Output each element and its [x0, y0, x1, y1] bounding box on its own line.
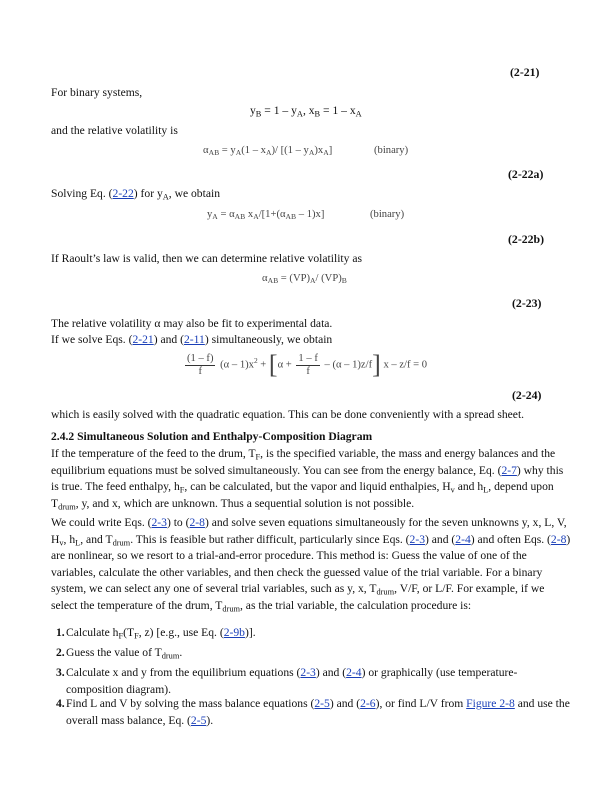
- equation-number-2-24: (2-24): [512, 388, 542, 402]
- raoult-equation: $\alpha_{AB} = (VP)_A/$ $(VP)_B$: [262, 273, 347, 286]
- step-3: 3. Calculate x and y from the equilibrium equations (2-3) and (2-4) or graphically (use temperature-composition diagram).: [56, 666, 518, 696]
- link-eq-2-6[interactable]: 2-6: [360, 697, 376, 710]
- equation-number-2-21: (2-21): [510, 65, 540, 79]
- link-eq-2-3-b[interactable]: 2-3: [409, 532, 426, 546]
- link-eq-2-21[interactable]: 2-21: [132, 333, 154, 346]
- paragraph-temperature: If the temperature of the feed to the drum, $T_F$, is the specified variable, the mass and energy balances and the equilibrium equations must be solved simultaneously. You can see from the energy balance, Eq. (2-7) why this is true. The feed enthalpy, $h_F$, can be calculated, but the vapor and liquid enthalpies, $H_v$ and $h_L$, depend upon $T_{drum}$, y, and x, which are unknown. Thus a sequential solution is not possible.: [51, 447, 564, 511]
- ya-binary-tag: (binary): [370, 209, 405, 220]
- fit-text: The relative volatility α may also be fit to experimental data.: [51, 317, 333, 330]
- paragraph-seven-equations: We could write Eqs. (2-3) to (2-8) and solve seven equations simultaneously for the seven unknowns y, x, L, V, $H_v$, $h_L$, and $T_{drum}$. This is feasible but rather difficult, particularly since Eqs. (2-3) and (2-4) and often Eqs. (2-8) are nonlinear, so we resort to a trial-and-error procedure. This method is: Guess the value of one of the variables, calculate the other variables, and then check the guessed value of the trial variable. For a binary system, we can select any one of several trial variables, such as y, x, $T_{drum}$, V/F, or L/F. For example, if we select the temperature of the drum, $T_{drum}$, as the trial variable, the calculation procedure is:: [51, 516, 571, 613]
- link-eq-2-5[interactable]: 2-5: [314, 697, 330, 710]
- quadratic-equation: $\frac{(1 - f)}{f}$ $(\alpha - 1)x^2 + [\alpha$ + $\frac{1 - f}{f}$ – (α – 1)z/f] x – z/f = 0: [187, 350, 428, 379]
- link-eq-2-4[interactable]: 2-4: [455, 532, 471, 546]
- step-1: 1. Calculate $h_F(T_F$, z) [e.g., use Eq. (2-9b)].: [56, 626, 256, 641]
- equation-number-2-22b: (2-22b): [508, 232, 545, 246]
- section-heading: 2.4.2 Simultaneous Solution and Enthalpy-Composition Diagram: [51, 430, 373, 443]
- link-eq-2-9b[interactable]: 2-9b: [223, 626, 245, 639]
- binary-equation: $y_B = 1 - y_A$, $x_B = 1 - x_A$: [250, 104, 362, 119]
- raoult-text: If Raoult’s law is valid, then we can determine relative volatility as: [51, 252, 363, 265]
- equation-number-2-22a: (2-22a): [508, 167, 544, 181]
- binary-systems-text: For binary systems,: [51, 86, 143, 99]
- link-eq-2-22[interactable]: 2-22: [112, 187, 134, 200]
- relative-volatility-text: and the relative volatility is: [51, 124, 178, 137]
- equation-number-2-23: (2-23): [512, 296, 542, 310]
- solving-text: Solving Eq. (2-22) for $y_A$, we obtain: [51, 187, 220, 202]
- link-figure-2-8[interactable]: Figure 2-8: [466, 697, 515, 710]
- link-eq-2-11[interactable]: 2-11: [184, 333, 205, 346]
- alpha-equation: $\alpha_{AB} = y_A(1 - x_A)/$ $[(1 - y_A)x_A]$: [203, 145, 333, 158]
- step-4: 4. Find L and V by solving the mass balance equations (2-5) and (2-6), or find L/V from Figure 2-8 and use the overall mass balance, Eq. (2-5).: [56, 697, 570, 727]
- alpha-binary-tag: (binary): [374, 145, 409, 156]
- ya-equation: $y_A = \alpha_{AB}$ $x_A/[1+(\alpha_{AB} - 1)x]$: [207, 209, 325, 222]
- link-eq-2-8-b[interactable]: 2-8: [550, 532, 567, 546]
- link-eq-2-7[interactable]: 2-7: [501, 463, 517, 477]
- link-eq-2-4-step[interactable]: 2-4: [346, 666, 362, 679]
- quadratic-text: which is easily solved with the quadratic equation. This can be done conveniently with a spread sheet.: [51, 408, 525, 421]
- step-2: 2. Guess the value of $T_{drum}$.: [56, 646, 183, 661]
- link-eq-2-3-step[interactable]: 2-3: [300, 666, 316, 679]
- link-eq-2-3[interactable]: 2-3: [151, 516, 167, 529]
- simultaneous-text: If we solve Eqs. (2-21) and (2-11) simultaneously, we obtain: [51, 333, 333, 346]
- link-eq-2-5-b[interactable]: 2-5: [190, 713, 207, 727]
- link-eq-2-8[interactable]: 2-8: [189, 516, 205, 529]
